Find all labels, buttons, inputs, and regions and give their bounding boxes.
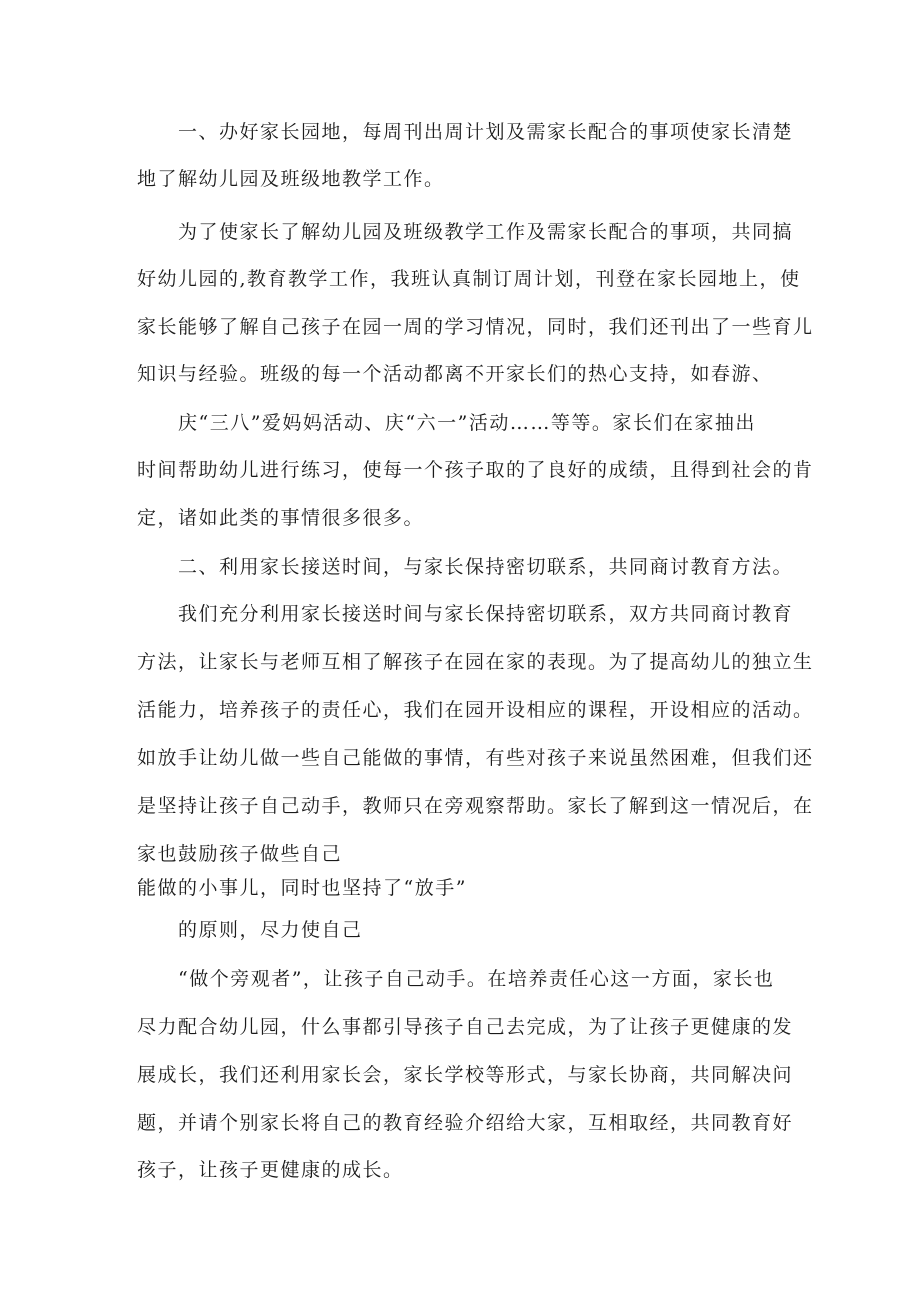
text-line: “做个旁观者”，让孩子自己动手。在培养责任心这一方面，家长也 — [178, 968, 775, 990]
text-line: 二、利用家长接送时间，与家长保持密切联系，共同商讨教育方法。 — [178, 556, 794, 578]
text-line: 的原则，尽力使自己 — [178, 919, 363, 941]
text-line: 时间帮助幼儿进行练习，使每一个孩子取的了良好的成绩，且得到社会的肯 — [137, 459, 814, 481]
text-line: 题，并请个别家长将自己的教育经验介绍给大家，互相取经，共同教育好 — [137, 1112, 794, 1134]
text-line: 如放手让幼儿做一些自己能做的事情，有些对孩子来说虽然困难，但我们还 — [137, 747, 814, 769]
text-line: 家也鼓励孩子做些自己 — [137, 843, 343, 865]
text-line: 是坚持让孩子自己动手，教师只在旁观察帮助。家长了解到这一情况后，在 — [137, 795, 814, 817]
text-line: 家长能够了解自己孩子在园一周的学习情况，同时，我们还刊出了一些育儿 — [137, 316, 814, 338]
text-line: 尽力配合幼儿园，什么事都引导孩子自己去完成，为了让孩子更健康的发 — [137, 1016, 794, 1038]
text-line: 知识与经验。班级的每一个活动都离不开家长们的热心支持，如春游、 — [137, 363, 773, 385]
text-line: 活能力，培养孩子的责任心，我们在园开设相应的课程，开设相应的活动。 — [137, 699, 814, 721]
text-line: 我们充分利用家长接送时间与家长保持密切联系，双方共同商讨教育 — [178, 603, 794, 625]
text-line: 孩子，让孩子更健康的成长。 — [137, 1159, 404, 1181]
text-line: 方法，让家长与老师互相了解孩子在园在家的表现。为了提高幼儿的独立生 — [137, 651, 814, 673]
text-line: 为了使家长了解幼儿园及班级教学工作及需家长配合的事项，共同搞 — [178, 221, 794, 243]
text-line: 展成长，我们还利用家长会，家长学校等形式，与家长协商，共同解决问 — [137, 1064, 794, 1086]
text-line: 好幼儿园的,教育教学工作，我班认真制订周计划，刊登在家长园地上，使 — [137, 268, 801, 290]
text-line: 地了解幼儿园及班级地教学工作。 — [137, 168, 445, 190]
text-line: 定，诸如此类的事情很多很多。 — [137, 507, 425, 529]
text-line: 庆“三八”爱妈妈活动、庆“六一”活动……等等。家长们在家抽出 — [178, 412, 756, 434]
text-line: 一、办好家长园地，每周刊出周计划及需家长配合的事项使家长清楚 — [178, 121, 794, 143]
text-line: 能做的小事儿，同时也坚持了“放手” — [137, 877, 467, 899]
